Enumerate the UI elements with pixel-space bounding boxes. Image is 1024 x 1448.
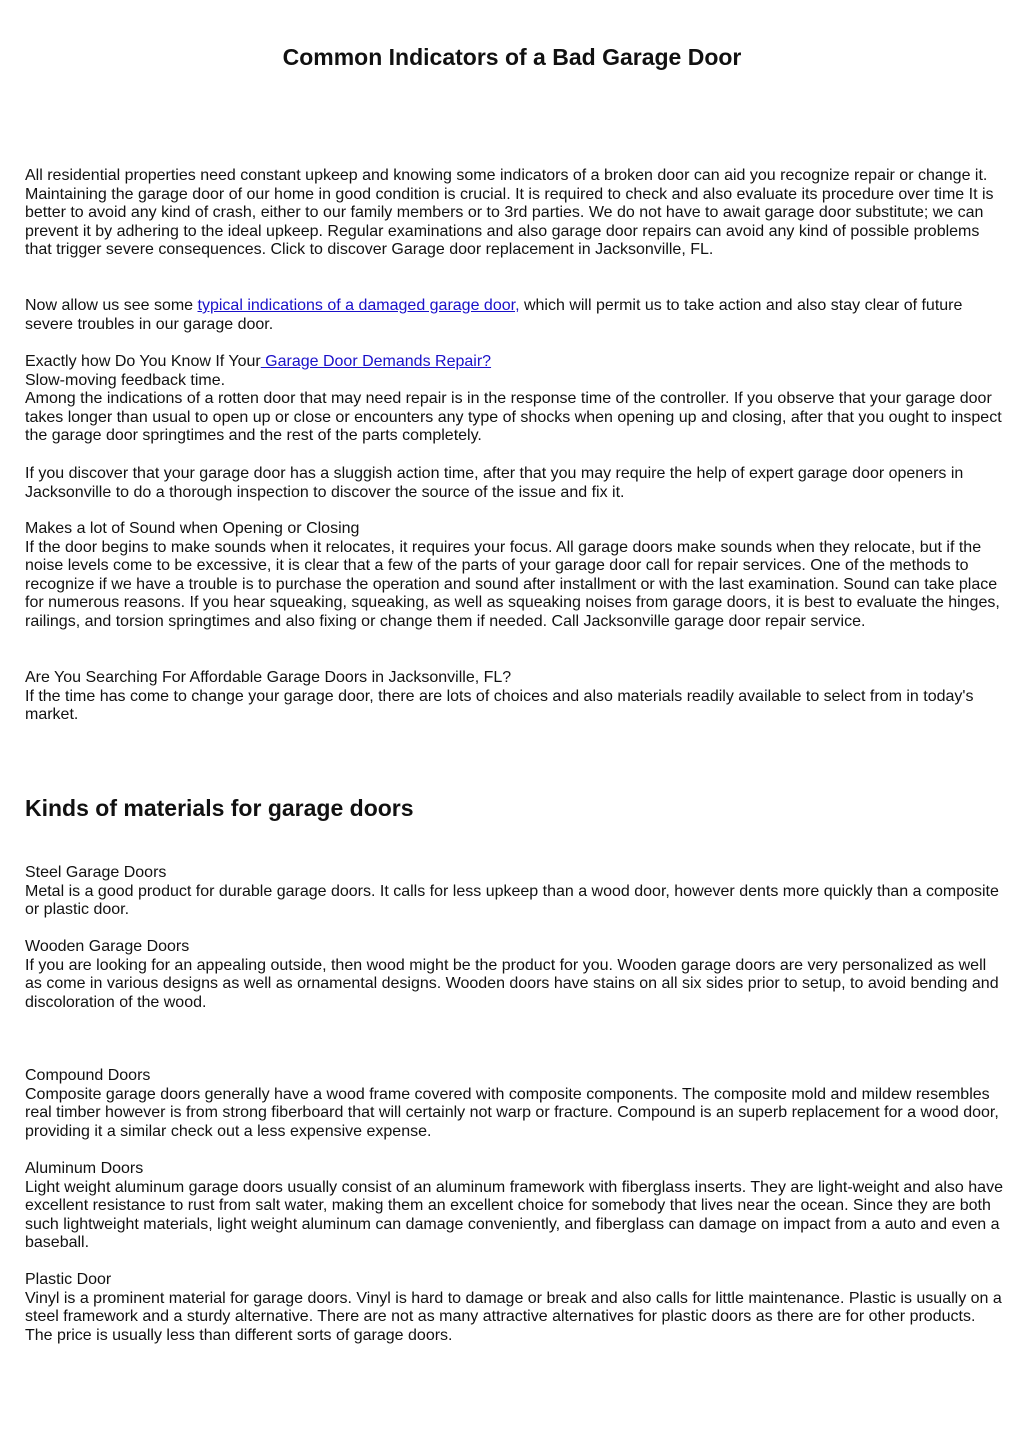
paragraph-sluggish-action: If you discover that your garage door has a sluggish action time, after that you may require the help of expert garage door openers in Jacksonville to do a thorough inspection to discover the source of the issue and fix it. (25, 465, 964, 501)
link-typical-indications[interactable]: typical indications of a damaged garage door, (197, 297, 520, 314)
material-heading: Compound Doors (25, 1067, 151, 1084)
paragraph-text: which will permit us to take action and also stay clear of future severe troubles in our garage door. (25, 297, 963, 333)
paragraph-text: Now allow us see some (25, 297, 198, 314)
material-item-compound (25, 1067, 1007, 1141)
material-description: If you are looking for an appealing outside, then wood might be the product for you. Wooden garage doors are very personalized as well as come in various designs as well as ornamental designs. Wooden doors have stains on all six sides prior to setup, to avoid bending and discoloration of the wood. (25, 956, 999, 1011)
paragraph-text: If the time has come to change your garage door, there are lots of choices and also materials readily available to select from in today's market. (25, 687, 974, 724)
paragraph-repair-signs (25, 353, 1007, 446)
paragraph-typical-indications (25, 297, 1007, 334)
section-title-materials: Kinds of materials for garage doors (25, 795, 414, 821)
page-title: Common Indicators of a Bad Garage Door (282, 44, 742, 70)
material-heading: Wooden Garage Doors (25, 938, 190, 955)
intro-paragraph: All residential properties need constant upkeep and knowing some indicators of a broken door can aid you recognize repair or change it. Maintaining the garage door of our home in good condition is crucial. It is required to check and also evaluate its procedure over time It is better to avoid any kind of crash, either to our family members or to 3rd parties. We do not have to await garage door substitute; we can prevent it by adhering to the ideal upkeep. Regular examinations and also garage door repairs can avoid any kind of possible problems that trigger severe consequences. Click to discover Garage door replacement in Jacksonville, FL. (25, 167, 994, 259)
subheading-slow-response: Slow-moving feedback time. (25, 371, 226, 389)
material-heading: Plastic Door (25, 1271, 112, 1288)
material-description: Vinyl is a prominent material for garage doors. Vinyl is hard to damage or break and also calls for little maintenance. Plastic is usually on a steel framework and a sturdy alternative. There are not as many attractive alternatives for plastic doors as there are for other products. The price is usually less than different sorts of garage doors. (25, 1289, 1002, 1344)
material-item-plastic (25, 1271, 1007, 1345)
paragraph-text: Among the indications of a rotten door that may need repair is in the response time of the controller. If you observe that your garage door takes longer than usual to open up or close or encounters any type of shocks when opening up and closing, after that you ought to inspect the garage door springtimes and the rest of the parts completely. (25, 390, 1002, 445)
subheading-affordable: Are You Searching For Affordable Garage Doors in Jacksonville, FL? (25, 669, 512, 686)
material-description: Composite garage doors generally have a wood frame covered with composite components. The composite mold and mildew resembles real timber however is from strong fiberboard that will certainly not warp or fracture. Compound is an superb replacement for a wood door, providing it a similar check out a less expensive expense. (25, 1085, 999, 1140)
material-item-steel (25, 864, 1007, 920)
material-heading: Aluminum Doors (25, 1160, 144, 1177)
material-description: Metal is a good product for durable garage doors. It calls for less upkeep than a wood door, however dents more quickly than a composite or plastic door. (25, 882, 999, 919)
paragraph-text: If the door begins to make sounds when it relocates, it requires your focus. All garage doors make sounds when they relocate, but if the noise levels come to be excessive, it is clear that a few of the parts of your garage door call for repair services. One of the methods to recognize if we have a trouble is to purchase the operation and sound after installment or with the last examination. Sound can take place for numerous reasons. If you hear squeaking, squeaking, as well as squeaking noises from garage doors, it is best to evaluate the hinges, railings, and torsion springtimes and also fixing or change them if needed. Call Jacksonville garage door repair service. (25, 538, 1000, 630)
paragraph-text: Exactly how Do You Know If Your (25, 353, 261, 370)
subheading-noise: Makes a lot of Sound when Opening or Closing (25, 520, 360, 537)
link-garage-door-repair[interactable]: Garage Door Demands Repair? (260, 353, 492, 370)
material-heading: Steel Garage Doors (25, 864, 167, 881)
material-item-aluminum (25, 1160, 1007, 1253)
paragraph-affordable (25, 669, 1007, 725)
material-description: Light weight aluminum garage doors usually consist of an aluminum framework with fiberglass inserts. They are light-weight and also have excellent resistance to rust from salt water, making them an excellent choice for somebody that lives near the ocean. Since they are both such lightweight materials, light weight aluminum can damage conveniently, and fiberglass can damage on impact from a auto and even a baseball. (25, 1178, 1003, 1252)
material-item-wooden (25, 938, 1007, 1012)
paragraph-noise (25, 520, 1007, 632)
